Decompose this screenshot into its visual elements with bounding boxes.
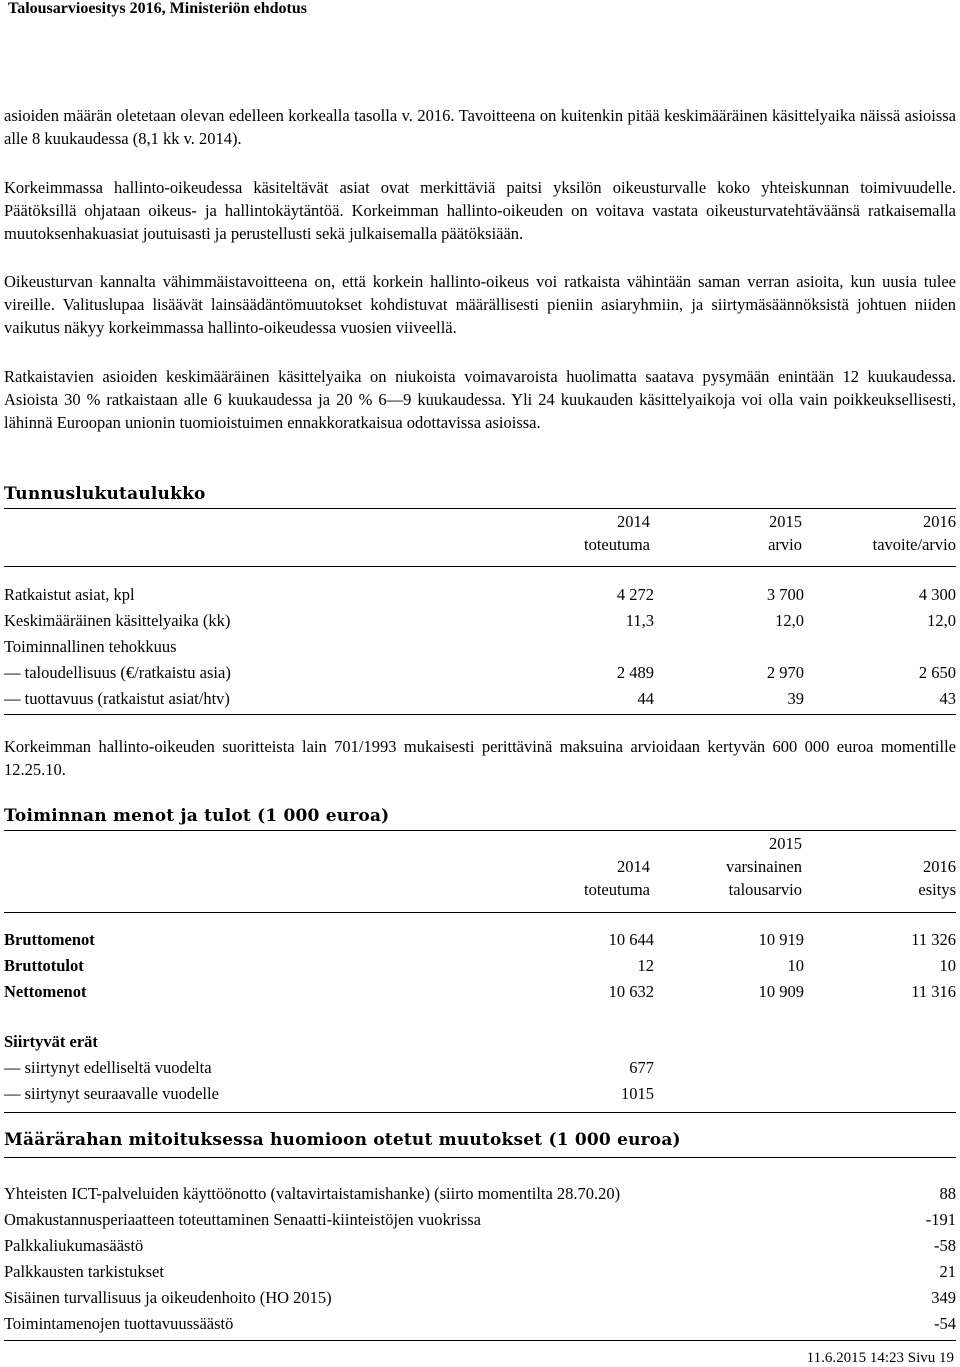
- table-row: [4, 1311, 956, 1337]
- table1-bottom-rule: [4, 714, 956, 715]
- row-label: — taloudellisuus (€/ratkaistu asia): [4, 663, 231, 682]
- cell-value: 1015: [621, 1084, 654, 1103]
- col-year: 2016: [923, 512, 956, 531]
- document-header: Talousarvioesitys 2016, Ministeriön ehdotus: [8, 0, 307, 17]
- col-line3: toteutuma: [584, 880, 650, 899]
- row-label: Toimintamenojen tuottavuussäästö: [4, 1314, 234, 1333]
- col-sub: arvio: [768, 535, 802, 554]
- table3-body: [4, 1181, 956, 1337]
- col-line2: 2014: [617, 857, 650, 876]
- table2-col-2014: [504, 832, 650, 901]
- paragraph-4: Ratkaistavien asioiden keskimääräinen käsittelyaika on niukoista voimavaroista huolimatta saatava pysymään enintään 12 kuukaudessa. Asioista 30 % ratkaistaan alle 6 kuukaudessa ja 20 % 6—9 kuukaudessa. Yli 24 kuukauden käsittelyaikoja voi olla vain poikkeuksellisesti, lähinnä Euroopan unionin tuomioistuimen ennakkoratkaisua odottavissa asioissa.: [4, 367, 956, 432]
- col-line1: [806, 832, 956, 855]
- table3-bottom-rule: [4, 1340, 956, 1341]
- row-label: Bruttomenot: [4, 930, 95, 949]
- cell-value: 349: [931, 1288, 956, 1307]
- cell-value: [504, 634, 654, 660]
- table-row: [4, 1029, 956, 1055]
- table-row: [4, 953, 956, 979]
- table2-title: Toiminnan menot ja tulot (1 000 euroa): [4, 806, 390, 826]
- row-label: Sisäinen turvallisuus ja oikeudenhoito (HO 2015): [4, 1288, 332, 1307]
- table3-top-rule: [4, 1157, 956, 1158]
- table2-header-rule: [4, 912, 956, 913]
- table1-body: [4, 582, 956, 712]
- table-row: [4, 582, 956, 608]
- paragraph-3: Oikeusturvan kannalta vähimmäistavoitteena on, että korkein hallinto-oikeus voi ratkaista vähintään saman verran asioita, kun uusia tulee vireille. Valituslupaa lisäävät lainsäädäntömuutokset kohdistuvat määrällisesti pieniin asiaryhmiin, ja siirtymäsäännöksistä johtuen niiden vaikutus näkyy korkeimmassa hallinto-oikeudessa vuosien viiveellä.: [4, 272, 956, 337]
- row-label: Palkkaliukumasäästö: [4, 1236, 144, 1255]
- table2-siirtyvat: [4, 1029, 956, 1107]
- row-label: Bruttotulot: [4, 956, 84, 975]
- section-label: Siirtyvät erät: [4, 1032, 98, 1051]
- table-row: [4, 1055, 956, 1081]
- table-row: [4, 686, 956, 712]
- paragraph-1: asioiden määrän oletetaan olevan edelleen korkealla tasolla v. 2016. Tavoitteena on kuitenkin pitää keskimääräinen käsittelyaika näissä asioissa alle 8 kuukaudessa (8,1 kk v. 2014).: [4, 106, 956, 148]
- cell-value: 2 489: [616, 663, 654, 682]
- cell-value: 12: [637, 956, 654, 975]
- row-label: Yhteisten ICT-palveluiden käyttöönotto (valtavirtaistamishanke) (siirto momentilta 28.70.20): [4, 1184, 621, 1203]
- table2-bottom-rule: [4, 1112, 956, 1113]
- table-row: [4, 1285, 956, 1311]
- table-row: [4, 1259, 956, 1285]
- table-row: [4, 1207, 956, 1233]
- col-line2: varsinainen: [725, 857, 802, 876]
- table-row: [4, 608, 956, 634]
- cell-value: 43: [939, 689, 956, 708]
- table2-body: [4, 927, 956, 1005]
- table-row: [4, 927, 956, 953]
- row-label: Ratkaistut asiat, kpl: [4, 585, 135, 604]
- table-row: [4, 979, 956, 1005]
- table1-top-rule: [4, 508, 956, 509]
- row-label: Omakustannusperiaatteen toteuttaminen Senaatti-kiinteistöjen vuokrissa: [4, 1210, 482, 1229]
- cell-value: 2 970: [766, 663, 804, 682]
- table1-col-2016: [806, 510, 956, 556]
- paragraph-5: Korkeimman hallinto-oikeuden suoritteista lain 701/1993 mukaisesti perittävinä maksuina arvioidaan kertyvän 600 000 euroa momentille 12.25.10.: [4, 737, 956, 779]
- paragraph-2: Korkeimmassa hallinto-oikeudessa käsiteltävät asiat ovat merkittäviä paitsi yksilön oikeusturvalle koko yhteiskunnan toimivuudelle. Päätöksillä ohjataan oikeus- ja hallintokäytäntöä. Korkeimman hallinto-oikeuden on voitava vastata oikeusturvatehtäväänsä ratkaisemalla muutoksenhakuasiat joutuisasti ja perustellusti sekä julkaisemalla päätöksiään.: [4, 178, 956, 243]
- cell-value: 39: [787, 689, 804, 708]
- col-line3: esitys: [918, 880, 956, 899]
- cell-value: 11 326: [911, 930, 956, 949]
- col-line3: talousarvio: [728, 880, 802, 899]
- cell-value: 21: [939, 1262, 956, 1281]
- cell-value: [804, 634, 956, 660]
- cell-value: 12,0: [775, 611, 804, 630]
- table2-col-2015: [654, 832, 802, 901]
- cell-value: 10 919: [758, 930, 804, 949]
- col-year: 2015: [769, 512, 802, 531]
- row-label: — siirtynyt edelliseltä vuodelta: [4, 1058, 212, 1077]
- table1-title: Tunnuslukutaulukko: [4, 484, 206, 504]
- table1-header-rule: [4, 566, 956, 567]
- cell-value: 11 316: [911, 982, 956, 1001]
- cell-value: 10 909: [758, 982, 804, 1001]
- cell-value: 4 300: [918, 585, 956, 604]
- cell-value: 3 700: [766, 585, 804, 604]
- cell-value: 2 650: [918, 663, 956, 682]
- row-label: — tuottavuus (ratkaistut asiat/htv): [4, 689, 230, 708]
- table-row: [4, 1081, 956, 1107]
- row-label: Toiminnallinen tehokkuus: [4, 637, 177, 656]
- row-label: Nettomenot: [4, 982, 87, 1001]
- table-row: [4, 1181, 956, 1207]
- col-sub: toteutuma: [584, 535, 650, 554]
- col-sub: tavoite/arvio: [872, 535, 956, 554]
- cell-value: 4 272: [616, 585, 654, 604]
- cell-value: 10 632: [608, 982, 654, 1001]
- cell-value: 10 644: [608, 930, 654, 949]
- col-line1: 2015: [769, 834, 802, 853]
- row-label: Keskimääräinen käsittelyaika (kk): [4, 611, 231, 630]
- cell-value: 88: [939, 1184, 956, 1203]
- cell-value: -191: [925, 1210, 956, 1229]
- cell-value: 10: [939, 956, 956, 975]
- table2-top-rule: [4, 830, 956, 831]
- cell-value: [654, 634, 804, 660]
- table-row: [4, 634, 956, 660]
- page-footer: 11.6.2015 14:23 Sivu 19: [806, 1350, 954, 1366]
- cell-value: 12,0: [927, 611, 956, 630]
- cell-value: 677: [629, 1058, 654, 1077]
- cell-value: 11,3: [625, 611, 654, 630]
- table-row: [4, 660, 956, 686]
- cell-value: 10: [787, 956, 804, 975]
- cell-value: -54: [934, 1314, 956, 1333]
- row-label: Palkkausten tarkistukset: [4, 1262, 164, 1281]
- col-line1: [504, 832, 650, 855]
- cell-value: -58: [934, 1236, 956, 1255]
- table1-col-2014: [504, 510, 650, 556]
- table-row: [4, 1233, 956, 1259]
- col-year: 2014: [617, 512, 650, 531]
- table2-col-2016: [806, 832, 956, 901]
- row-label: — siirtynyt seuraavalle vuodelle: [4, 1084, 219, 1103]
- col-line2: 2016: [923, 857, 956, 876]
- table3-title: Määrärahan mitoituksessa huomioon otetut muutokset (1 000 euroa): [4, 1130, 681, 1150]
- table1-col-2015: [654, 510, 802, 556]
- cell-value: 44: [637, 689, 654, 708]
